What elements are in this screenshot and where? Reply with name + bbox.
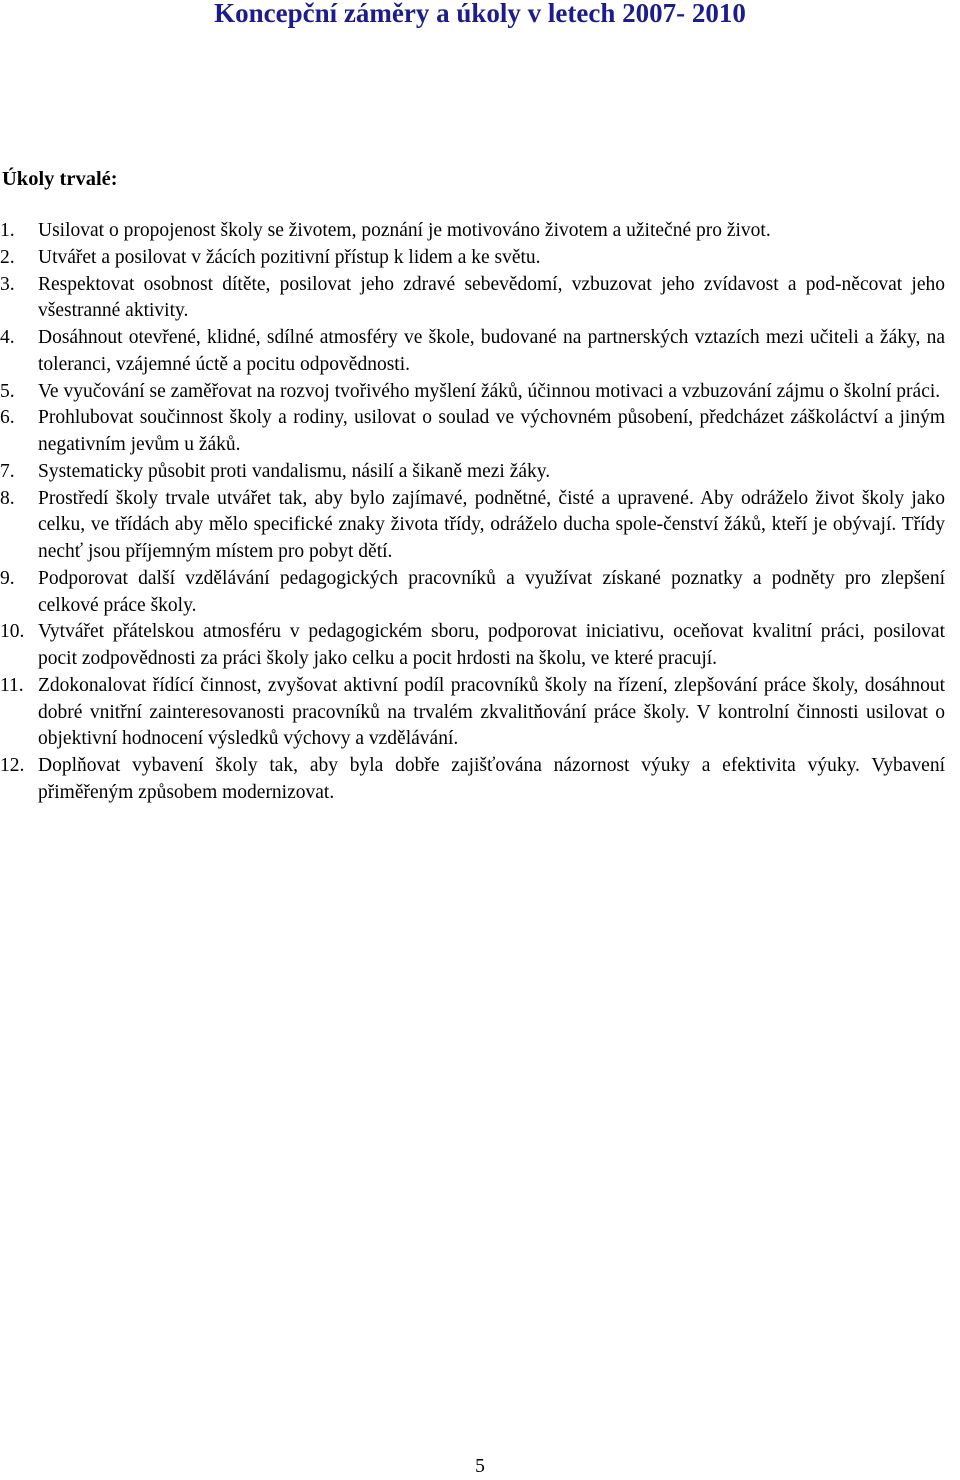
task-item-3 <box>0 272 945 326</box>
task-item-5 <box>0 379 945 406</box>
task-text: Respektovat osobnost dítěte, posilovat jeho zdravé sebevědomí, vzbuzovat jeho zvídavost a pod-něcovat jeho všestranné aktivity. <box>38 273 945 322</box>
task-number: 12. <box>0 755 25 776</box>
task-number: 9. <box>0 567 15 589</box>
task-text: Podporovat další vzdělávání pedagogických pracovníků a využívat získané poznatky a podněty pro zlepšení celkové práce školy. <box>38 567 945 616</box>
task-item-1 <box>0 218 945 245</box>
task-number: 11. <box>0 674 24 696</box>
task-text: Usilovat o propojenost školy se životem, poznání je motivováno životem a užitečné pro život. <box>38 220 771 241</box>
task-text: Dosáhnout otevřené, klidné, sdílné atmosféry ve škole, budované na partnerských vztazích mezi učiteli a žáky, na toleranci, vzájemné úctě a pocitu odpovědnosti. <box>38 327 945 375</box>
task-item-12 <box>0 753 945 807</box>
task-item-7 <box>0 459 945 486</box>
task-item-4 <box>0 325 945 379</box>
task-number: 6. <box>0 407 15 429</box>
section-heading: Úkoly trvalé: <box>2 168 118 190</box>
task-item-6 <box>0 405 945 459</box>
task-number: 10. <box>0 621 25 643</box>
task-item-8 <box>0 486 945 566</box>
page-number: 5 <box>475 1456 485 1477</box>
task-text: Doplňovat vybavení školy tak, aby byla dobře zajišťována názornost výuky a efektivita výuky. Vybavení přiměřeným způsobem modernizovat. <box>38 755 945 803</box>
task-number: 3. <box>0 273 15 295</box>
task-item-2 <box>0 245 945 272</box>
task-item-11 <box>0 673 945 753</box>
document-title: Koncepční záměry a úkoly v letech 2007- 2010 <box>214 0 746 28</box>
task-text: Prohlubovat součinnost školy a rodiny, usilovat o soulad ve výchovném působení, předcházet záškoláctví a jiným negativním jevům u žáků. <box>38 407 945 455</box>
task-number: 8. <box>0 487 15 509</box>
task-text: Ve vyučování se zaměřovat na rozvoj tvořivého myšlení žáků, účinnou motivaci a vzbuzování zájmu o školní práci. <box>38 380 941 402</box>
task-item-10 <box>0 619 945 673</box>
task-text: Vytvářet přátelskou atmosféru v pedagogickém sboru, podporovat iniciativu, oceňovat kvalitní práci, posilovat pocit zodpovědnosti za práci školy jako celku a pocit hrdosti na školu, ve které pracují. <box>38 621 945 669</box>
task-text: Systematicky působit proti vandalismu, násilí a šikaně mezi žáky. <box>38 460 551 482</box>
task-number: 7. <box>0 460 15 482</box>
task-text: Zdokonalovat řídící činnost, zvyšovat aktivní podíl pracovníků školy na řízení, zlepšování práce školy, dosáhnout dobré vnitřní zainteresovanosti pracovníků na trvalém zkvalitňování práce školy. V kontrolní činnosti usilovat o objektivní hodnocení výsledků výchovy a vzdělávání. <box>38 674 945 750</box>
task-item-9 <box>0 566 945 620</box>
task-number: 5. <box>0 380 15 402</box>
task-number: 2. <box>0 246 15 268</box>
task-text: Utvářet a posilovat v žácích pozitivní přístup k lidem a ke světu. <box>38 246 541 268</box>
task-text: Prostředí školy trvale utvářet tak, aby bylo zajímavé, podnětné, čisté a upravené. Aby odráželo život školy jako celku, ve třídách aby mělo specifické znaky života třídy, odráželo ducha spole-čenství žáků, kteří je obývají. Třídy nechť jsou příjemným místem pro pobyt dětí. <box>38 487 945 562</box>
task-list <box>0 218 945 807</box>
task-number: 4. <box>0 327 15 348</box>
task-number: 1. <box>0 220 15 241</box>
